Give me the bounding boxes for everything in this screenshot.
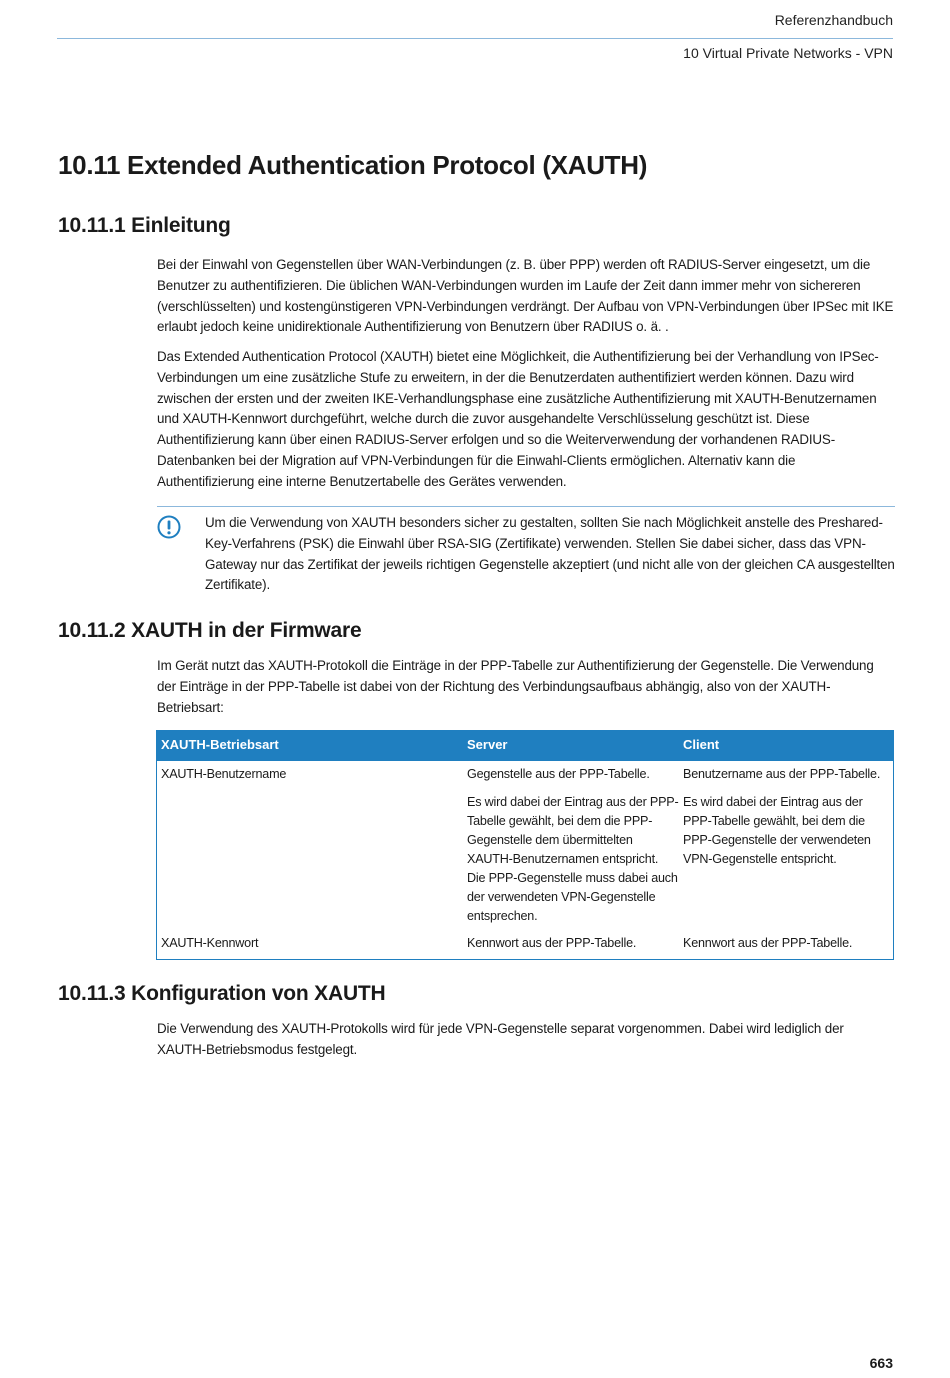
subsection-title-konfiguration: 10.11.3 Konfiguration von XAUTH bbox=[58, 982, 386, 1005]
subsection-title-firmware: 10.11.2 XAUTH in der Firmware bbox=[58, 619, 362, 642]
running-head-chapter: 10 Virtual Private Networks - VPN bbox=[683, 45, 893, 61]
subsection-title-einleitung: 10.11.1 Einleitung bbox=[58, 214, 231, 237]
table-cell-password-label: XAUTH-Kennwort bbox=[161, 936, 259, 950]
table-cell-username-label: XAUTH-Benutzername bbox=[161, 767, 287, 781]
paragraph-intro-2: Das Extended Authentication Protocol (XAUTH) bietet eine Möglichkeit, die Authentifizierung bei der Verhandlung von IPSec-Verbindungen um eine zusätzliche Stufe zu erweitern, in der die Benutzerdaten authentifiziert werden können. Dazu wird zwischen der ersten und der zweiten IKE-Verhandlungsphase eine zusätzliche Authentifizierung mit XAUTH-Benutzernamen und XAUTH-Kennwort durchgeführt, welche durch die zuvor ausgehandelte Verschlüsselung geschützt ist. Diese Authentifizierung kann über einen RADIUS-Server erfolgen und so die Weiterverwendung der vorhandenen RADIUS-Datenbanken bei der Migration auf VPN-Verbindungen für die Einwahl-Clients ermöglichen. Alternativ kann die Authentifizierung eine interne Benutzertabelle des Gerätes verwenden. bbox=[157, 349, 879, 489]
table-header-row bbox=[157, 731, 893, 761]
running-head-book-title: Referenzhandbuch bbox=[774, 12, 893, 28]
table-cell-password-server: Kennwort aus der PPP-Tabelle. bbox=[467, 936, 637, 950]
note-text: Um die Verwendung von XAUTH besonders sicher zu gestalten, sollten Sie nach Möglichkeit anstelle des Preshared-Key-Verfahrens (PSK) die Einwahl über RSA-SIG (Zertifikate) verwenden. Stellen Sie dabei sicher, dass das VPN-Gateway nur das Zertifikat der jeweils richtigen Gegenstelle akzeptiert (und nicht alle von der gleichen CA ausgestellten Zertifikate). bbox=[205, 515, 895, 593]
table-header-client: Client bbox=[683, 737, 720, 752]
paragraph-intro-1: Bei der Einwahl von Gegenstellen über WAN-Verbindungen (z. B. über PPP) werden oft RADIUS-Server eingesetzt, um die Benutzer zu authentifizieren. Die üblichen WAN-Verbindungen wurden im Laufe der Zeit dann immer mehr von sichereren (verschlüsselten) und kostengünstigeren VPN-Verbindungen verdrängt. Der Aufbau von VPN-Verbindungen über IPSec mit IKE erlaubt jedoch keine unidirektionale Authentifizierung von Benutzern über RADIUS o. ä. . bbox=[157, 257, 894, 335]
table-header-mode: XAUTH-Betriebsart bbox=[161, 737, 279, 752]
paragraph-konfiguration: Die Verwendung des XAUTH-Protokolls wird für jede VPN-Gegenstelle separat vorgenommen. Dabei wird lediglich der XAUTH-Betriebsmodus festgelegt. bbox=[157, 1021, 844, 1057]
note-divider bbox=[157, 506, 895, 507]
table-cell-username-client-detail: Es wird dabei der Eintrag aus der PPP-Tabelle gewählt, bei dem die PPP-Gegenstelle der verwendeten VPN-Gegenstelle entspricht. bbox=[683, 795, 871, 866]
table-cell-password-client: Kennwort aus der PPP-Tabelle. bbox=[683, 936, 853, 950]
section-title: 10.11 Extended Authentication Protocol (XAUTH) bbox=[58, 150, 648, 180]
paragraph-firmware: Im Gerät nutzt das XAUTH-Protokoll die Einträge in der PPP-Tabelle zur Authentifizierung der Gegenstelle. Die Verwendung der Einträge in der PPP-Tabelle ist dabei von der Richtung des Verbindungsaufbaus abhängig, also von der XAUTH-Betriebsart: bbox=[157, 658, 874, 715]
table-cell-username-server-detail: Es wird dabei der Eintrag aus der PPP-Tabelle gewählt, bei dem die PPP-Gegenstelle dem übermittelten XAUTH-Benutzernamen entspricht. Die PPP-Gegenstelle muss dabei auch der verwendeten VPN-Gegenstelle entsprechen. bbox=[467, 795, 679, 923]
table-header-server: Server bbox=[467, 737, 508, 752]
header-divider bbox=[57, 38, 893, 39]
xauth-mode-table bbox=[156, 730, 894, 960]
warning-icon bbox=[157, 515, 181, 539]
table-cell-username-client: Benutzername aus der PPP-Tabelle. bbox=[683, 767, 881, 781]
table-cell-username-server: Gegenstelle aus der PPP-Tabelle. bbox=[467, 767, 650, 781]
page-number: 663 bbox=[869, 1355, 893, 1371]
